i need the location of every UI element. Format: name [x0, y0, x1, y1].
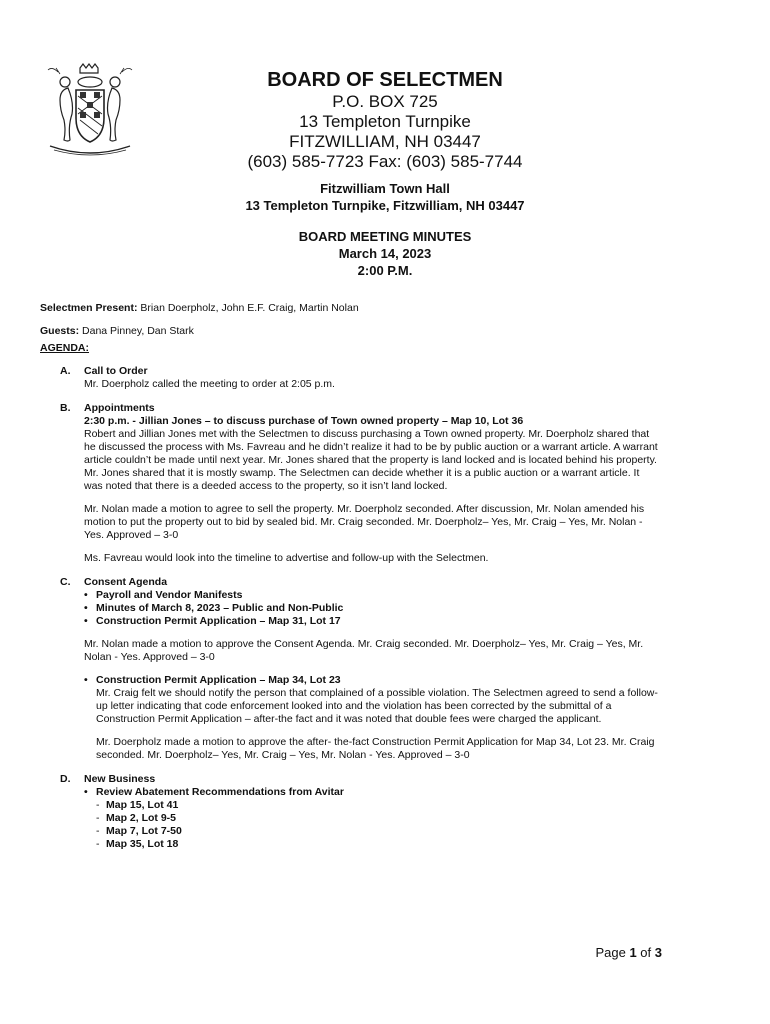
- selectmen-present: [40, 302, 660, 315]
- address-city: FITZWILLIAM, NH 03447: [289, 132, 481, 151]
- paragraph: Mr. Doerpholz made a motion to approve the after- the-fact Construction Permit Application for Map 34, Lot 23. Mr. Craig seconded. Mr. Doerpholz– Yes, Mr. Craig – Yes, Mr. Nolan - Yes. Approved – 3-0: [96, 736, 655, 761]
- meeting-title: BOARD MEETING MINUTES: [298, 229, 472, 244]
- current-page: 1: [629, 945, 637, 960]
- list-item: • Construction Permit Application – Map 31, Lot 17: [84, 615, 660, 628]
- consent-item-extra: [84, 674, 660, 687]
- town-seal-icon: [40, 62, 140, 162]
- guests: [40, 325, 660, 338]
- new-business-items: [84, 786, 660, 799]
- address-po-box: P.O. BOX 725: [332, 92, 438, 111]
- minutes-body: [40, 302, 660, 862]
- list-item: - Map 7, Lot 7-50: [96, 825, 660, 838]
- consent-item-details: [84, 687, 660, 762]
- appointment-subtitle: 2:30 p.m. - Jillian Jones – to discuss purchase of Town owned property – Map 10, Lot 36: [84, 415, 524, 427]
- paragraph: Ms. Favreau would look into the timeline to advertise and follow-up with the Selectmen.: [84, 552, 489, 564]
- list-item: • Payroll and Vendor Manifests: [84, 589, 660, 602]
- page-number: [595, 945, 662, 960]
- section-letter: D.: [60, 773, 71, 785]
- section-call-to-order: [40, 365, 660, 391]
- agenda-heading: AGENDA:: [40, 342, 89, 354]
- paragraph: Robert and Jillian Jones met with the Selectmen to discuss purchasing a Town owned property. Mr. Doerpholz shared that he discussed the process with Ms. Favreau and he didn’t realize it had to be by public auction or a warrant article. A warrant article couldn’t be made until next year. Mr. Jones shared that the property is land locked and is located behind his property. Mr. Jones shared that it is mostly swamp. The Selectmen can decide whether it is a public auction or a warrant article. It was noted that there is a deeded access to the property, so it isn’t land locked.: [84, 428, 658, 492]
- section-letter: B.: [60, 402, 71, 414]
- list-item: - Map 15, Lot 41: [96, 799, 660, 812]
- abatement-lots: [84, 799, 660, 851]
- letterhead: [150, 68, 620, 279]
- meeting-date: March 14, 2023: [338, 246, 432, 261]
- address-phone-fax: (603) 585-7723 Fax: (603) 585-7744: [247, 152, 523, 171]
- guests-label: Guests:: [40, 325, 80, 337]
- paragraph: Mr. Nolan made a motion to agree to sell the property. Mr. Doerpholz seconded. After discussion, Mr. Nolan amended his motion to put the property out to bid by sealed bid. Mr. Craig seconded. Mr. Doerpholz– Yes, Mr. Craig – Yes, Mr. Nolan - Yes. Approved – 3-0: [84, 503, 645, 541]
- section-title: Call to Order: [84, 365, 148, 377]
- org-title: BOARD OF SELECTMEN: [267, 69, 503, 91]
- section-letter: C.: [60, 576, 71, 588]
- paragraph: Mr. Craig felt we should notify the person that complained of a possible violation. The Selectmen agreed to send a follow-up letter indicating that code enforcement looked into and the violation has been corrected by the submittal of a Construction Permit Application – after-the fact and it was noted that double fees were charged the applicant.: [96, 687, 658, 725]
- location-address: 13 Templeton Turnpike, Fitzwilliam, NH 03447: [245, 198, 525, 213]
- section-title: Appointments: [84, 402, 155, 414]
- list-item: • Minutes of March 8, 2023 – Public and Non-Public: [84, 602, 660, 615]
- of-word: of: [640, 945, 652, 960]
- section-letter: A.: [60, 365, 71, 377]
- selectmen-names: Brian Doerpholz, John E.F. Craig, Martin Nolan: [140, 302, 359, 314]
- selectmen-label: Selectmen Present:: [40, 302, 138, 314]
- location-name: Fitzwilliam Town Hall: [320, 181, 450, 196]
- address-street: 13 Templeton Turnpike: [299, 112, 471, 131]
- page-word: Page: [595, 945, 626, 960]
- section-text: Mr. Doerpholz called the meeting to order at 2:05 p.m.: [84, 378, 335, 390]
- section-new-business: [40, 773, 660, 851]
- consent-items: [84, 589, 660, 628]
- section-consent-agenda: [40, 576, 660, 762]
- list-item: • Construction Permit Application – Map 34, Lot 23: [84, 674, 660, 687]
- meeting-info: [150, 228, 620, 279]
- section-title: Consent Agenda: [84, 576, 168, 588]
- list-item: • Review Abatement Recommendations from Avitar: [84, 786, 660, 799]
- section-appointments: [40, 402, 660, 565]
- total-pages: 3: [654, 945, 662, 960]
- list-item: - Map 2, Lot 9-5: [96, 812, 660, 825]
- section-title: New Business: [84, 773, 156, 785]
- guest-names: Dana Pinney, Dan Stark: [82, 325, 194, 337]
- paragraph: Mr. Nolan made a motion to approve the Consent Agenda. Mr. Craig seconded. Mr. Doerpholz– Yes, Mr. Craig – Yes, Mr. Nolan - Yes. Approved – 3-0: [84, 638, 644, 663]
- meeting-time: 2:00 P.M.: [357, 263, 413, 278]
- meeting-location: [150, 180, 620, 214]
- list-item: - Map 35, Lot 18: [96, 838, 660, 851]
